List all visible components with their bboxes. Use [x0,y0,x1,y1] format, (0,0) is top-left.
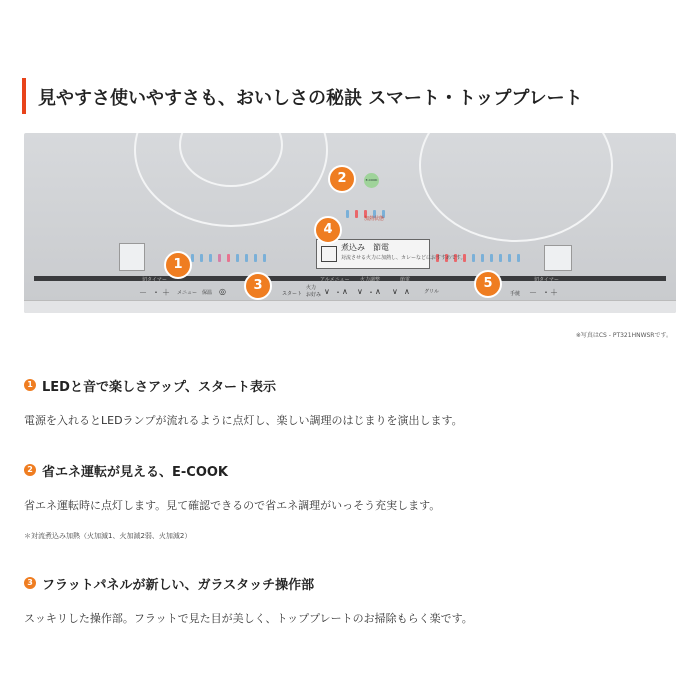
bottom-rail [24,300,676,313]
center-led-caption: 加熱状態 [364,216,385,222]
left-lcd [119,243,145,271]
right-lcd [544,245,572,271]
center-led-row [346,203,391,213]
indicator-strip [34,276,666,281]
mid-up-2[interactable]: ∧ [375,287,381,296]
feature-title: LEDと音で楽しさアップ、スタート表示 [42,380,277,395]
start-label[interactable]: スタート [282,291,303,297]
mid-down-3[interactable]: ∨ [392,287,398,296]
mid-dot-2: ・ [367,288,375,297]
menu-button[interactable]: メニュー [177,290,198,296]
feature-number-badge: 3 [24,577,36,589]
center-display-line2: 対流させる火力に加熱し、カレーなどにおすすめです。 [341,255,466,261]
mid-down-1[interactable]: ∨ [324,287,330,296]
left-power-button[interactable]: ◎ [219,287,226,296]
feature-note: ＊対流煮込み加熱（火加減1、火加減2弱、火加減2） [24,532,192,540]
feature-section-2 [22,461,672,540]
right-plus-button[interactable]: ＋ [550,288,558,297]
left-minus-button[interactable]: － [139,288,147,297]
section-header [22,78,682,114]
heat-label: 火力 [306,285,317,291]
center-display [316,239,466,269]
feature-body: 電源を入れるとLEDランプが流れるように点灯し、楽しい調理のはじまりを演出します。 [24,414,463,427]
feature-body: スッキリした操作部。フラットで見た目が美しく、トッププレートのお掃除もらく楽です。 [24,612,473,625]
left-dot: ・ [152,288,160,297]
right-dot: ・ [542,288,550,297]
feature-heading [22,376,672,394]
favorite-label: お好み [306,292,322,298]
page-title: 見やすさ使いやすさも、おいしさの秘訣 スマート・トッププレート [38,88,583,109]
cooktop-photo [24,133,676,313]
right-burner-outer-ring [419,133,613,242]
pot-icon [321,246,337,262]
feature-number-badge: 1 [24,379,36,391]
mid-up-1[interactable]: ∧ [342,287,348,296]
feature-number-badge: 2 [24,464,36,476]
hand-bake-label[interactable]: 手焼 [510,291,521,297]
callout-badge-2: 2 [328,165,356,193]
right-minus-button[interactable]: － [529,288,537,297]
feature-body: 省エネ運転時に点灯します。見て確認できるので省エネ調理がいっそう充実します。 [24,499,441,512]
callout-badge-5: 5 [474,270,502,298]
left-led-row [182,247,272,257]
feature-heading [22,574,672,592]
feature-title: 省エネ運転が見える、E-COOK [42,465,228,480]
left-timer-label: 切タイマー [142,277,167,283]
left-plus-button[interactable]: ＋ [162,288,170,297]
mid-up-3[interactable]: ∧ [404,287,410,296]
feature-heading [22,461,672,479]
callout-badge-3: 3 [244,272,272,300]
right-timer-label: 切タイマー [534,277,559,283]
ecook-indicator: E-COOK [364,173,379,188]
keep-warm-button[interactable]: 保温 [202,290,213,296]
mid-label-3: 節電 [400,277,411,283]
callout-badge-4: 4 [314,216,342,244]
grill-label[interactable]: グリル [424,289,440,295]
mid-down-2[interactable]: ∨ [357,287,363,296]
mid-label-2: 火力調整 [360,277,381,283]
callout-badge-1: 1 [164,251,192,279]
photo-caption: ※写真はCS - PT321HNWSRです。 [575,332,672,339]
center-display-line1: 煮込み 節電 [341,243,389,252]
feature-section-1 [22,376,672,427]
mid-label-1: アルメニュー [320,277,350,283]
mid-dot-1: ・ [334,288,342,297]
feature-section-3 [22,574,672,625]
feature-title: フラットパネルが新しい、ガラスタッチ操作部 [42,578,315,593]
